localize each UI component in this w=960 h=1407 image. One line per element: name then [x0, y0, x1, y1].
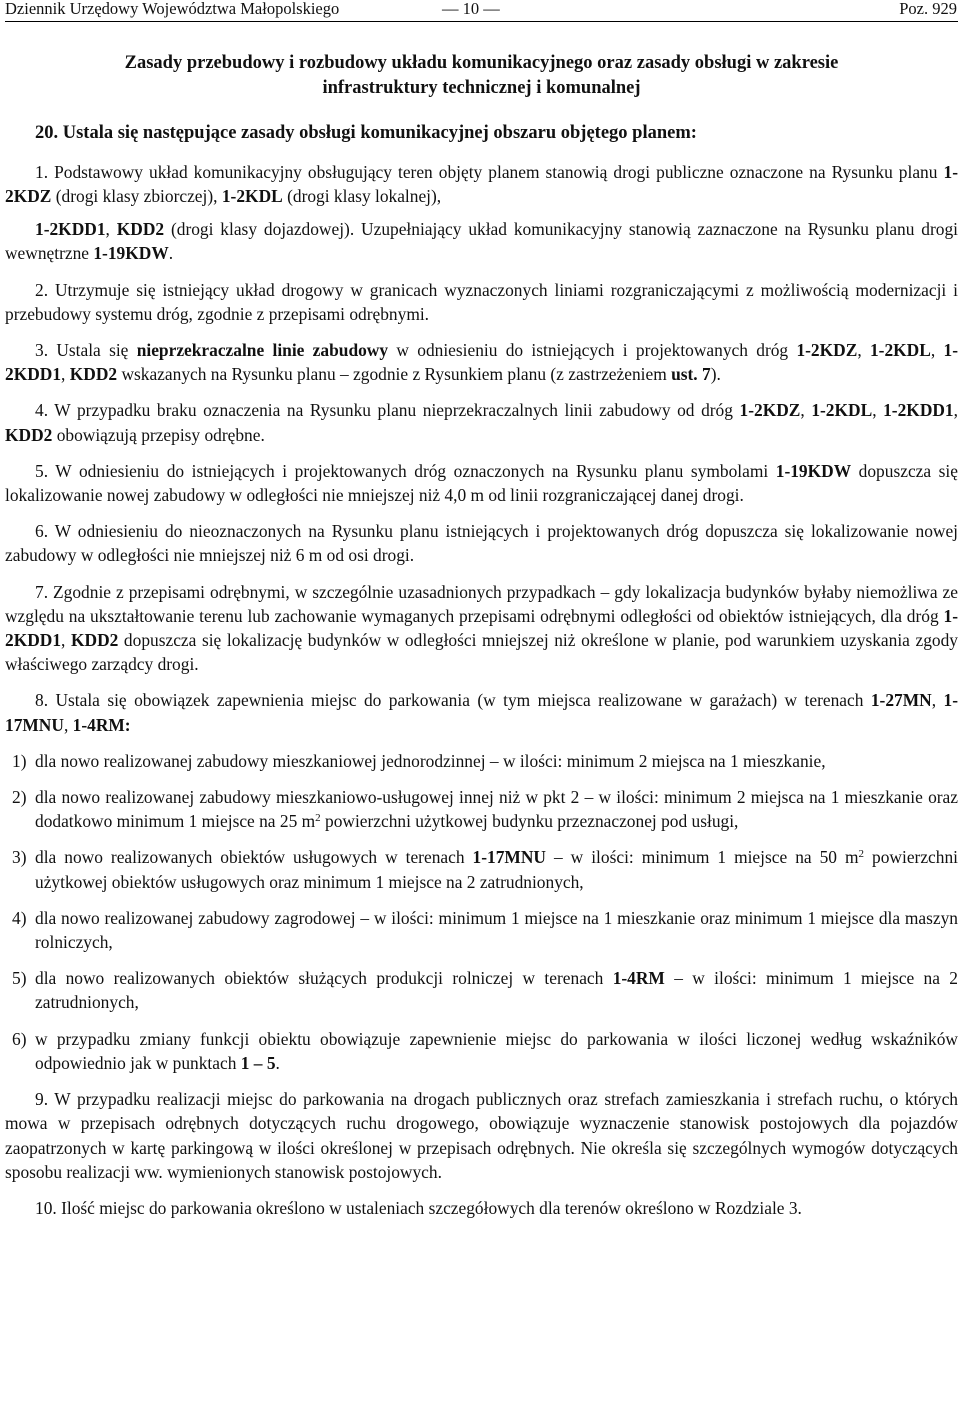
list-item: 5) dla nowo realizowanych obiektów służących produkcji rolniczej w terenach 1-4RM – w ilości: minimum 1 miejsce na 2 zatrudnionych,: [12, 968, 958, 1013]
paragraph-5: 5. W odniesieniu do istniejących i projektowanych dróg oznaczonych na Rysunku planu symbolami 1-19KDW dopuszcza się lokalizowanie nowej zabudowy w odległości nie mniejszej niż 4,0 m od linii rozgraniczającej danej drogi.: [5, 460, 958, 506]
paragraph-3: 3. Ustala się nieprzekraczalne linie zabudowy w odniesieniu do istniejących i projektowanych dróg 1-2KDZ, 1-2KDL, 1-2KDD1, KDD2 wskazanych na Rysunku planu – zgodnie z Rysunkiem planu (z zastrzeżeniem ust. 7).: [5, 340, 958, 385]
paragraph-7: 7. Zgodnie z przepisami odrębnymi, w szczególnie uzasadnionych przypadkach – gdy lokalizacja budynków byłaby niemożliwa ze względu na ukształtowanie terenu lub zachowanie wymaganych przepisami odrębnymi odległości od obiektów istniejących, dla dróg 1-2KDD1, KDD2 dopuszcza się lokalizację budynków w odległości mniejszej niż określone w planie, pod warunkiem uzyskania zgody właściwego zarządcy drogi.: [5, 581, 958, 675]
paragraph-4: 4. W przypadku braku oznaczenia na Rysunku planu nieprzekraczalnych linii zabudowy od dróg 1-2KDZ, 1-2KDL, 1-2KDD1, KDD2 obowiązują przepisy odrębne.: [5, 400, 958, 445]
list-item: 3) dla nowo realizowanych obiektów usługowych w terenach 1-17MNU – w ilości: minimum 1 miejsce na 50 $m^2$ powierzchni użytkowej obiektów usługowych oraz minimum 1 miejsce na 2 zatrudnionych,: [12, 847, 958, 892]
parking-requirements-list: [5, 749, 958, 1075]
list-item: 1) dla nowo realizowanej zabudowy mieszkaniowej jednorodzinnej – w ilości: minimum 2 miejsca na 1 mieszkanie,: [12, 750, 826, 771]
paragraph-1: 1. Podstawowy układ komunikacyjny obsługujący teren objęty planem stanowią drogi publiczne oznaczone na Rysunku planu 1-2KDZ (drogi klasy zbiorczej), 1-2KDL (drogi klasy lokalnej), 1-2KDD1, KDD2 (drogi klasy dojazdowej). Uzupełniający układ komunikacyjny stanowią zaznaczone na Rysunku planu drogi wewnętrzne 1-19KDW.: [5, 162, 959, 264]
paragraph-8: 8. Ustala się obowiązek zapewnienia miejsc do parkowania (w tym miejsca realizowane w garażach) w terenach 1-27MN, 1-17MNU, 1-4RM:: [5, 690, 958, 735]
paragraph-2: 2. Utrzymuje się istniejący układ drogowy w granicach wyznaczonych liniami rozgraniczającymi z możliwością modernizacji i przebudowy systemu dróg, zgodnie z przepisami odrębnymi.: [5, 279, 958, 324]
paragraph-9: 9. W przypadku realizacji miejsc do parkowania na drogach publicznych oraz strefach zamieszkania i strefach ruchu, o których mowa w przepisach odrębnych dotyczących ruchu drogowego, obowiązuje wyznaczenie stanowisk postojowych dla pojazdów zaopatrzonych w kartę parkingową w ilości określonej w przepisach odrębnych. Nie określa się szczególnych wymogów dotyczących sposobu realizacji ww. wymienionych stanowisk postojowych.: [5, 1089, 958, 1182]
paragraph-heading: 20. Ustala się następujące zasady obsługi komunikacyjnej obszaru objętego planem:: [35, 123, 697, 143]
list-item: 6) w przypadku zmiany funkcji obiektu obowiązuje zapewnienie miejsc do parkowania w ilości liczonej według wskaźników odpowiednio jak w punktach 1 – 5.: [12, 1028, 958, 1073]
journal-name: Dziennik Urzędowy Województwa Małopolskiego: [5, 0, 340, 18]
paragraph-10: 10. Ilość miejsc do parkowania określono w ustaleniach szczegółowych dla terenów określono w Rozdziale 3.: [35, 1197, 802, 1218]
list-item: 4) dla nowo realizowanej zabudowy zagrodowej – w ilości: minimum 1 miejsce na 1 mieszkanie oraz minimum 1 miejsce dla maszyn rolniczych,: [12, 907, 958, 953]
section-title: [5, 51, 958, 101]
page-number: — 10 —: [442, 0, 500, 18]
section-title-line-2: infrastruktury technicznej i komunalnej: [322, 78, 641, 98]
page-header: [5, 0, 958, 22]
paragraph-6: 6. W odniesieniu do nieoznaczonych na Rysunku planu istniejących i projektowanych dróg dopuszcza się lokalizowanie nowej zabudowy w odległości nie mniejszej niż 6 m od osi drogi.: [5, 521, 958, 566]
section-title-line-1: Zasady przebudowy i rozbudowy układu komunikacyjnego oraz zasady obsługi w zakresie: [124, 53, 839, 73]
position-number: Poz. 929: [899, 0, 957, 18]
list-item: 2) dla nowo realizowanej zabudowy mieszkaniowo-usługowej innej niż w pkt 2 – w ilości: minimum 2 miejsca na 1 mieszkanie oraz dodatkowo minimum 1 miejsce na 25 $m^2$ powierzchni użytkowej budynku przeznaczonej pod usługi,: [12, 787, 958, 832]
